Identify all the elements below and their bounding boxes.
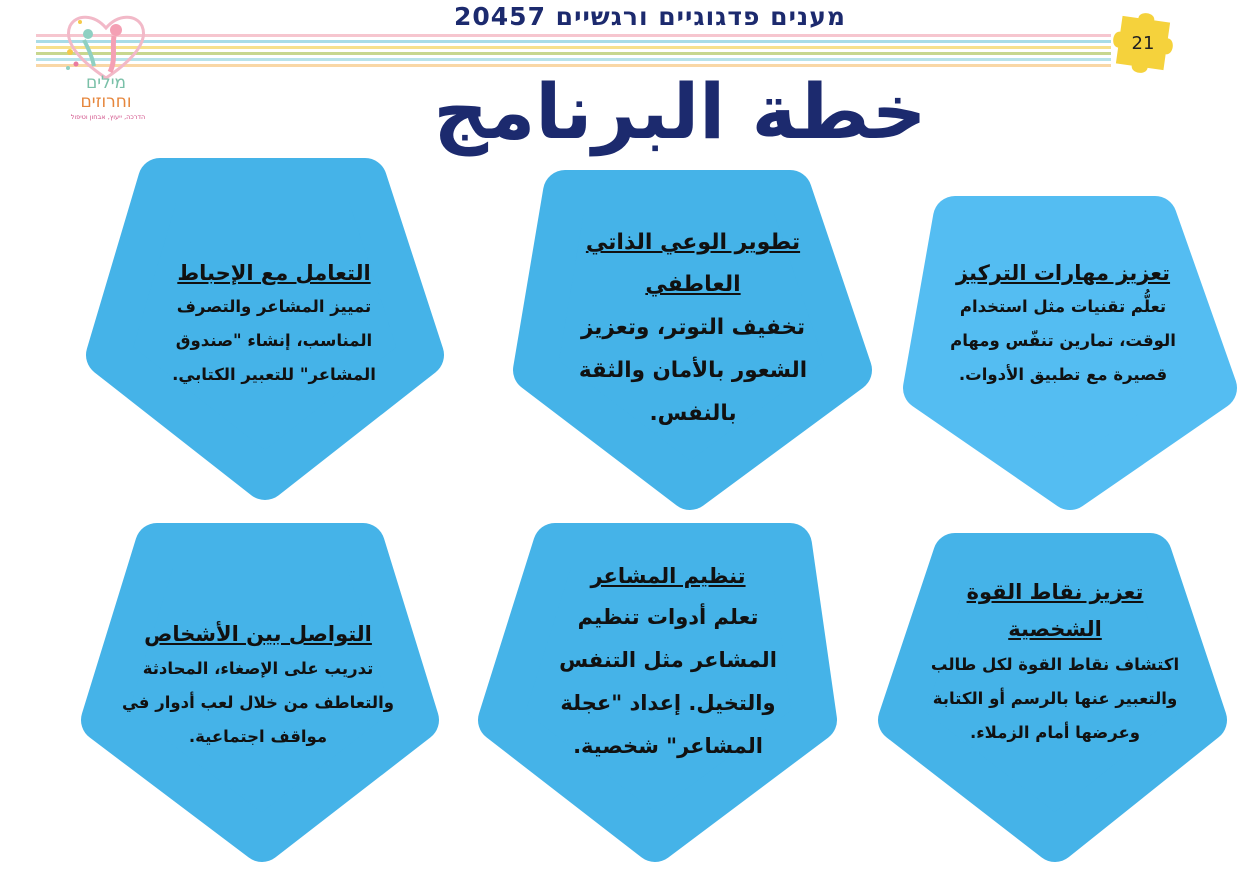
card-title: التواصل بين الأشخاص xyxy=(144,622,372,646)
card-title: تنظيم المشاعر xyxy=(590,564,746,588)
page-number: 21 xyxy=(1131,33,1155,54)
card-body: اكتشاف نقاط القوة لكل طالب والتعبير عنها بالرسم أو الكتابة وعرضها أمام الزملاء. xyxy=(930,655,1180,742)
card-body: تعلُّم تقنيات مثل استخدام الوقت، تمارين تنفّس ومهام قصيرة مع تطبيق الأدوات. xyxy=(950,297,1176,384)
card-body: تخفيف التوتر، وتعزيز الشعور بالأمان والثقة بالنفس. xyxy=(578,315,808,426)
card-title: التعامل مع الإحباط xyxy=(177,261,371,285)
card-regulation xyxy=(528,556,808,768)
logo-line2: וחרוזים xyxy=(80,92,132,112)
card-strengths xyxy=(905,574,1205,750)
card-frustration xyxy=(138,256,410,392)
card-body: تدريب على الإصغاء، المحادثة والتعاطف من خلال لعب أدوار في مواقف اجتماعية. xyxy=(121,659,395,746)
main-title: خطة البرنامج xyxy=(433,67,927,156)
logo-tagline: הדרכה, ייעוץ, אבחון וטיפול xyxy=(70,113,146,121)
card-awareness xyxy=(548,222,838,435)
card-title: تطوير الوعي الذاتي العاطفي xyxy=(585,230,801,297)
card-focus xyxy=(918,256,1208,392)
course-title: מענים פדגוגיים ורגשיים 20457 xyxy=(453,2,846,31)
logo-line1: מילים xyxy=(85,73,127,93)
card-communication xyxy=(108,616,408,754)
card-title: تعزيز نقاط القوة الشخصية xyxy=(966,580,1144,641)
card-title: تعزيز مهارات التركيز xyxy=(955,261,1171,285)
card-body: تعلم أدوات تنظيم المشاعر مثل التنفس والتخيل. إعداد "عجلة المشاعر" شخصية. xyxy=(559,605,777,758)
card-body: تمييز المشاعر والتصرف المناسب، إنشاء "صندوق المشاعر" للتعبير الكتابي. xyxy=(172,297,376,384)
